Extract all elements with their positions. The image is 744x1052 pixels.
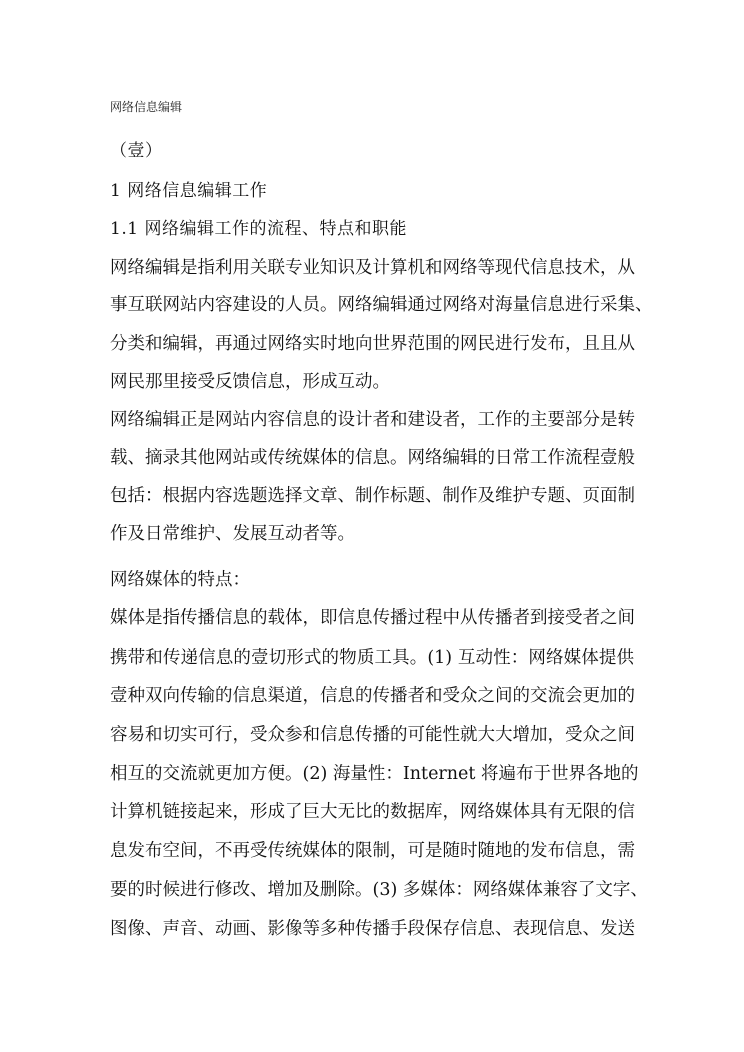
page-header: 网络信息编辑 (110, 100, 183, 114)
paragraph-line: 网络编辑正是网站内容信息的设计者和建设者，工作的主要部分是转 (110, 410, 635, 430)
paragraph-line: 载、摘录其他网站或传统媒体的信息。网络编辑的日常工作流程壹般 (110, 448, 635, 468)
paragraph-line: 壹种双向传输的信息渠道，信息的传播者和受众之间的交流会更加的 (110, 686, 635, 706)
paragraph-line: 计算机链接起来，形成了巨大无比的数据库，网络媒体具有无限的信 (110, 802, 635, 822)
paragraph-line: 图像、声音、动画、影像等多种传播手段保存信息、表现信息、发送 (110, 919, 635, 939)
chapter-title: 1 网络信息编辑工作 (110, 181, 268, 201)
paragraph-line: 相互的交流就更加方便。(2) 海量性：Internet 将遍布于世界各地的 (110, 764, 639, 784)
section-title: 1.1 网络编辑工作的流程、特点和职能 (110, 219, 407, 239)
paragraph-line: 要的时候进行修改、增加及删除。(3) 多媒体：网络媒体兼容了文字、 (110, 880, 648, 900)
section-mark: （壹） (110, 141, 163, 161)
paragraph-line: 息发布空间，不再受传统媒体的限制，可是随时随地的发布信息，需 (110, 841, 635, 861)
paragraph-line: 事互联网站内容建设的人员。网络编辑通过网络对海量信息进行采集、 (110, 295, 653, 315)
paragraph-line: 网络编辑是指利用关联专业知识及计算机和网络等现代信息技术，从 (110, 258, 635, 278)
paragraph-line: 包括：根据内容选题选择文章、制作标题、制作及维护专题、页面制 (110, 486, 635, 506)
paragraph-line: 容易和切实可行，受众参和信息传播的可能性就大大增加，受众之间 (110, 725, 635, 745)
paragraph-line: 媒体是指传播信息的载体，即信息传播过程中从传播者到接受者之间 (110, 608, 635, 628)
paragraph-line: 网络媒体的特点： (110, 570, 250, 590)
paragraph-line: 携带和传递信息的壹切形式的物质工具。(1) 互动性：网络媒体提供 (110, 648, 634, 668)
paragraph-line: 网民那里接受反馈信息，形成互动。 (110, 372, 390, 392)
paragraph-line: 分类和编辑，再通过网络实时地向世界范围的网民进行发布，且且从 (110, 334, 635, 354)
paragraph-line: 作及日常维护、发展互动者等。 (110, 524, 355, 544)
